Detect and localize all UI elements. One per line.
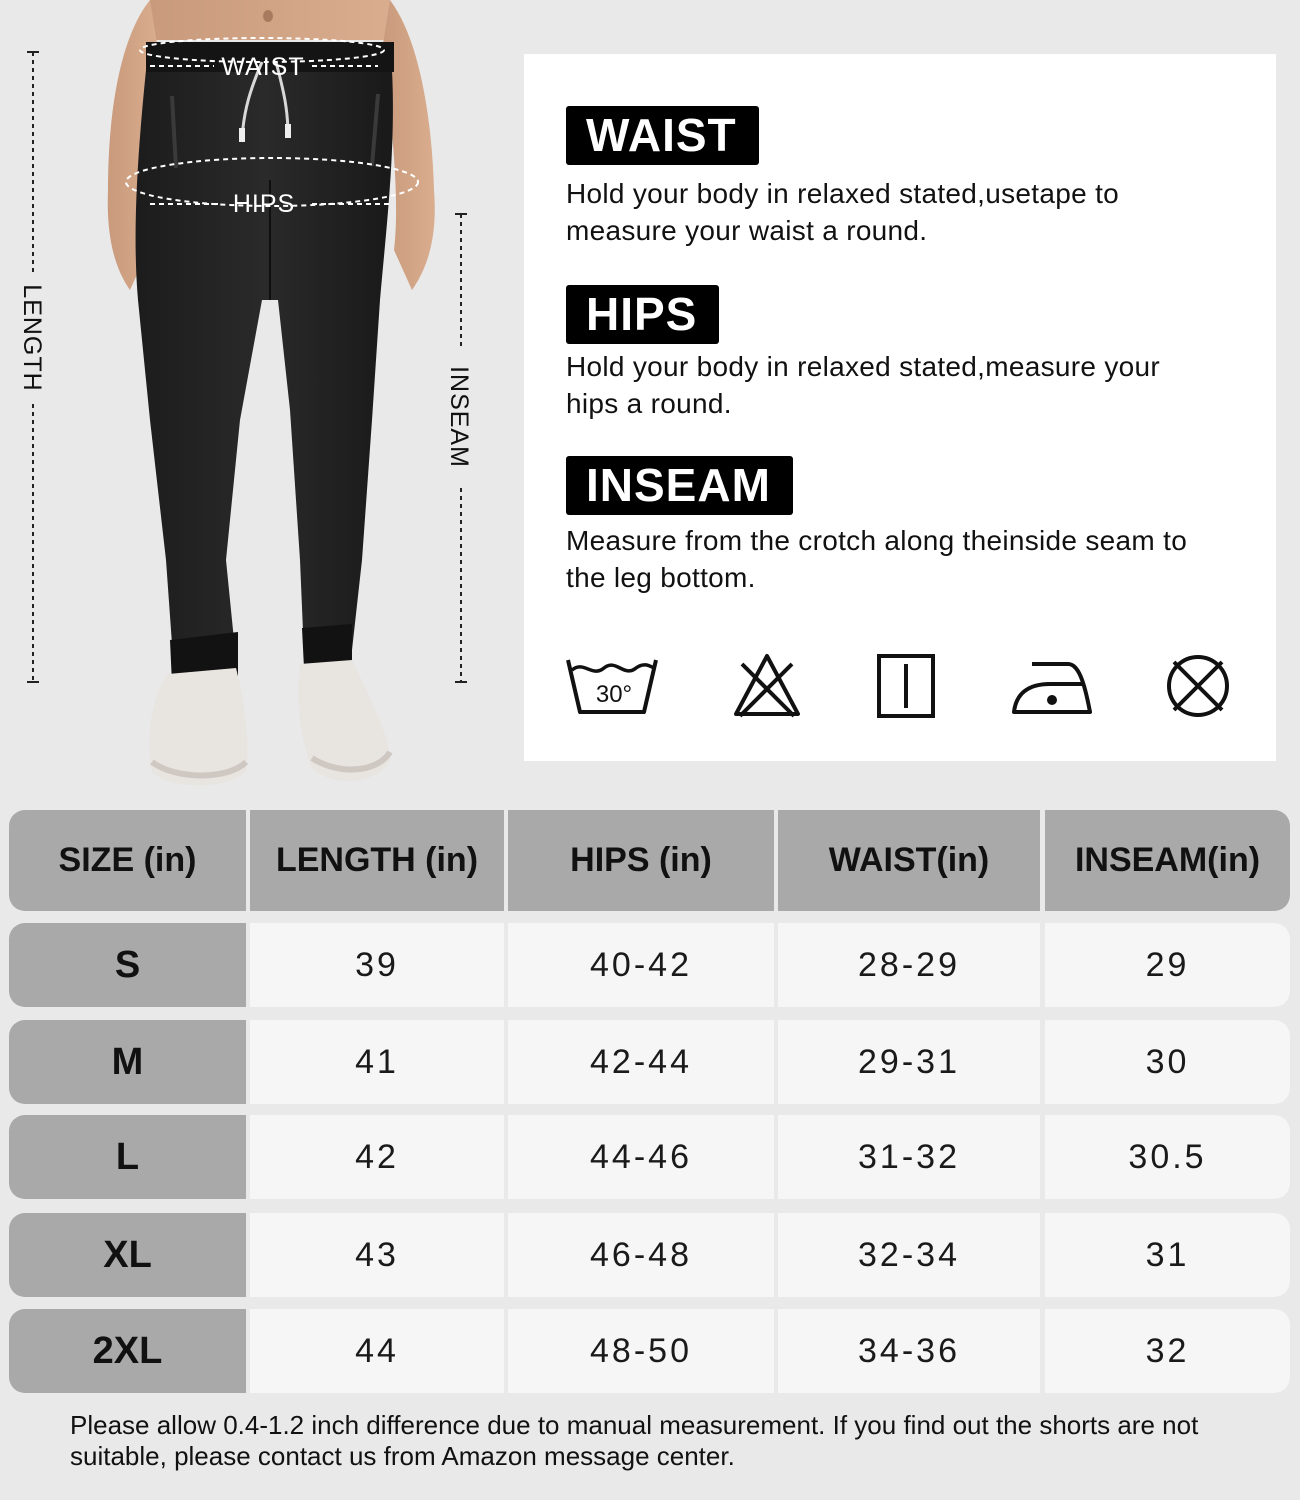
length-cell: 44 [250, 1309, 504, 1393]
measurement-note: Please allow 0.4-1.2 inch difference due to manual measurement. If you find out the shorts are not suitable, please contact us from Amazon message center. [70, 1410, 1199, 1471]
torso [148, 0, 392, 40]
inseam-label: INSEAM [445, 366, 473, 468]
no-bleach-icon [732, 650, 802, 720]
header-size: SIZE (in) [9, 810, 246, 911]
size-cell: XL [9, 1213, 246, 1297]
table-row [9, 1020, 1290, 1104]
hips-cell: 42-44 [508, 1020, 774, 1104]
inseam-cell: 31 [1045, 1213, 1290, 1297]
length-cell: 42 [250, 1115, 504, 1199]
sneakers [149, 660, 390, 785]
waist-cell: 32-34 [778, 1213, 1040, 1297]
waist-cell: 34-36 [778, 1309, 1040, 1393]
inseam-cell: 29 [1045, 923, 1290, 1007]
length-cell: 43 [250, 1213, 504, 1297]
table-row [9, 1115, 1290, 1199]
length-label: LENGTH [18, 284, 46, 392]
measurement-guide-panel [524, 54, 1276, 761]
wash-30-icon [564, 650, 660, 720]
size-cell: 2XL [9, 1309, 246, 1393]
waist-label: WAIST [221, 53, 305, 81]
hips-cell: 44-46 [508, 1115, 774, 1199]
header-length: LENGTH (in) [250, 810, 504, 911]
table-row [9, 923, 1290, 1007]
hips-label: HIPS [232, 190, 296, 218]
table-row [9, 1309, 1290, 1393]
size-cell: M [9, 1020, 246, 1104]
inseam-measurement-guide [445, 214, 473, 682]
header-waist: WAIST(in) [778, 810, 1040, 911]
size-cell: S [9, 923, 246, 1007]
inseam-description: Measure from the crotch along theinside seam to the leg bottom. [566, 525, 1188, 593]
hips-heading: HIPS [566, 285, 719, 344]
hips-description: Hold your body in relaxed stated,measure your hips a round. [566, 351, 1161, 419]
length-cell: 41 [250, 1020, 504, 1104]
waist-cell: 31-32 [778, 1115, 1040, 1199]
hips-cell: 48-50 [508, 1309, 774, 1393]
inseam-cell: 32 [1045, 1309, 1290, 1393]
table-header-row [9, 810, 1290, 911]
hips-cell: 46-48 [508, 1213, 774, 1297]
waist-description: Hold your body in relaxed stated,usetape to measure your waist a round. [566, 178, 1120, 246]
length-measurement-guide [18, 52, 46, 682]
size-cell: L [9, 1115, 246, 1199]
waist-cell: 28-29 [778, 923, 1040, 1007]
dry-flat-icon [876, 650, 936, 720]
hips-cell: 40-42 [508, 923, 774, 1007]
inseam-heading: INSEAM [566, 456, 793, 515]
wash-temperature: 30° [595, 681, 633, 708]
jogger-pants [136, 42, 394, 684]
table-row [9, 1213, 1290, 1297]
iron-low-icon [1010, 650, 1096, 720]
inseam-cell: 30.5 [1045, 1115, 1290, 1199]
waist-heading: WAIST [566, 106, 759, 165]
header-hips: HIPS (in) [508, 810, 774, 911]
length-cell: 39 [250, 923, 504, 1007]
inseam-cell: 30 [1045, 1020, 1290, 1104]
pants-measurement-illustration [0, 0, 520, 800]
no-dry-clean-icon [1164, 650, 1232, 720]
waist-cell: 29-31 [778, 1020, 1040, 1104]
header-inseam: INSEAM(in) [1045, 810, 1290, 911]
